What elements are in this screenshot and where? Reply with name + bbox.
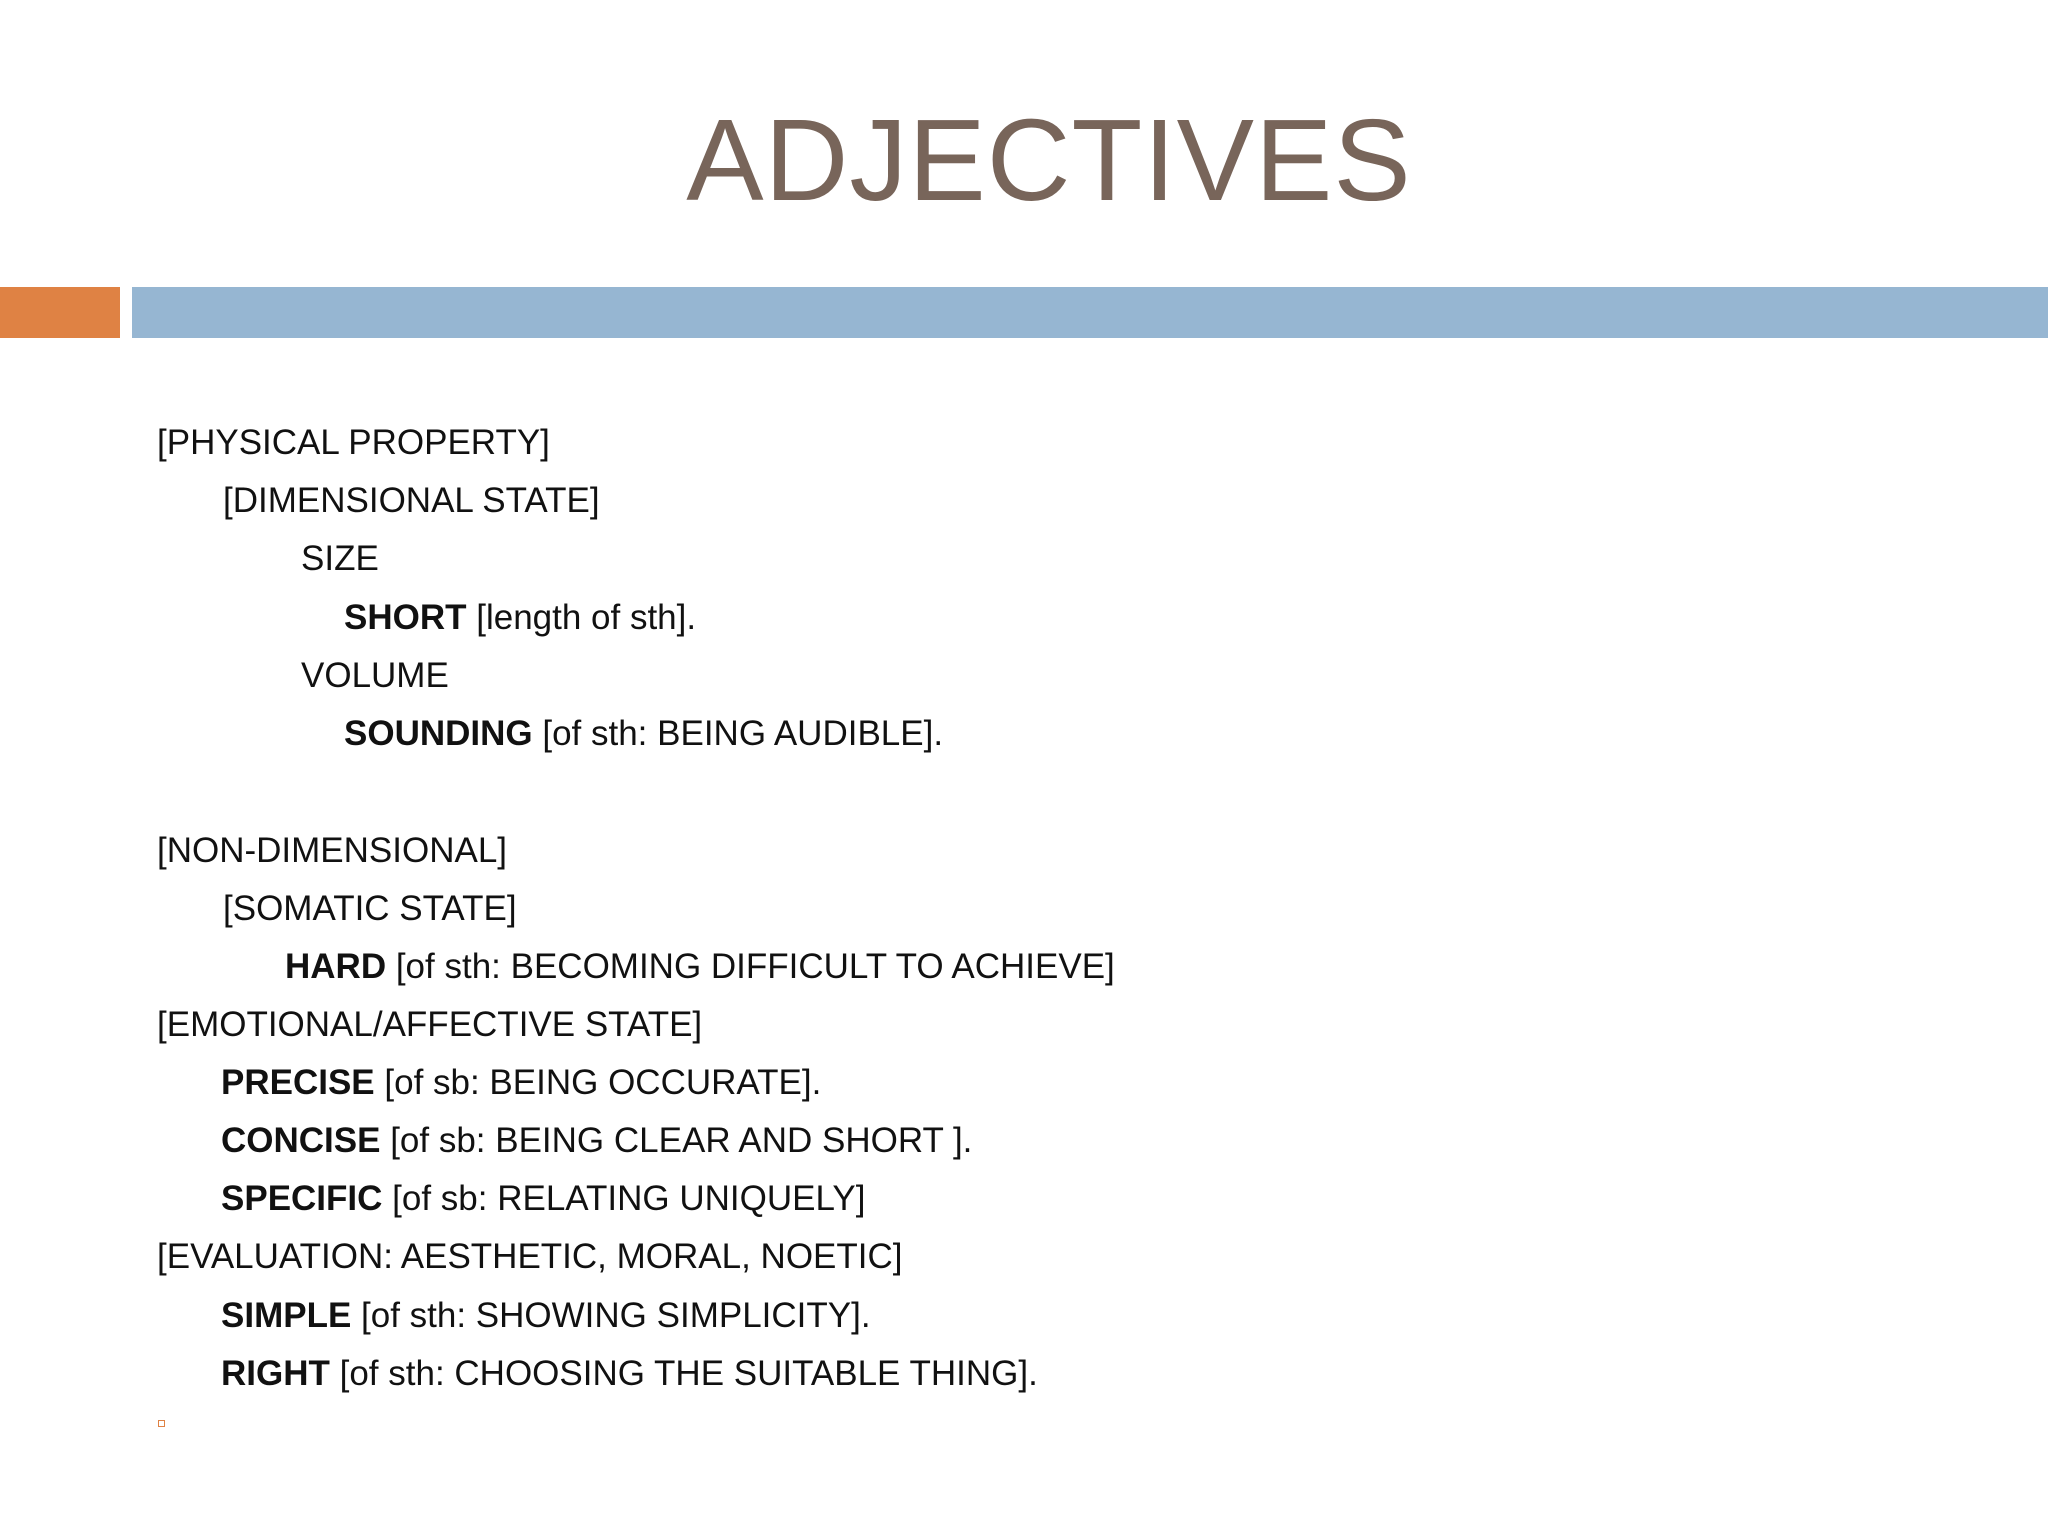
entry-term: SPECIFIC <box>221 1179 383 1218</box>
heading-somatic-state <box>223 887 517 931</box>
entry-gloss: [of sth: CHOOSING THE SUITABLE THING]. <box>329 1354 1038 1393</box>
heading-non-dimensional <box>157 829 507 873</box>
entry-gloss: [of sb: BEING CLEAR AND SHORT ]. <box>380 1121 973 1160</box>
entry-term: HARD <box>285 947 387 986</box>
heading-text: [EMOTIONAL/AFFECTIVE STATE] <box>157 1005 703 1044</box>
entry-gloss: [of sb: RELATING UNIQUELY] <box>382 1179 866 1218</box>
entry-simple <box>221 1294 871 1338</box>
entry-gloss: [of sth: SHOWING SIMPLICITY]. <box>351 1296 871 1335</box>
entry-concise <box>221 1119 972 1163</box>
entry-sounding <box>344 712 943 756</box>
entry-gloss: [length of sth]. <box>466 598 697 637</box>
empty-bullet-icon <box>158 1420 165 1427</box>
entry-short <box>344 596 696 640</box>
entry-gloss: [of sth: BEING AUDIBLE]. <box>532 714 944 753</box>
entry-term: RIGHT <box>221 1354 330 1393</box>
entry-gloss: [of sb: BEING OCCURATE]. <box>374 1063 822 1102</box>
heading-text: [EVALUATION: AESTHETIC, MORAL, NOETIC] <box>157 1237 903 1276</box>
category-text: VOLUME <box>301 656 449 695</box>
heading-physical-property <box>157 421 550 465</box>
heading-text: [SOMATIC STATE] <box>223 889 517 928</box>
heading-evaluation <box>157 1235 903 1279</box>
heading-text: [DIMENSIONAL STATE] <box>223 481 600 520</box>
entry-precise <box>221 1061 821 1105</box>
entry-term: SHORT <box>344 598 467 637</box>
heading-emotional-state <box>157 1003 702 1047</box>
entry-term: SIMPLE <box>221 1296 352 1335</box>
entry-hard <box>285 945 1115 989</box>
category-text: SIZE <box>301 539 379 578</box>
entry-gloss: [of sth: BECOMING DIFFICULT TO ACHIEVE] <box>386 947 1115 986</box>
entry-term: PRECISE <box>221 1063 375 1102</box>
heading-text: [NON-DIMENSIONAL] <box>157 831 508 870</box>
entry-specific <box>221 1177 865 1221</box>
entry-term: SOUNDING <box>344 714 533 753</box>
heading-dimensional-state <box>223 479 600 523</box>
category-volume <box>301 654 449 698</box>
heading-text: [PHYSICAL PROPERTY] <box>157 423 550 462</box>
entry-term: CONCISE <box>221 1121 381 1160</box>
slide-title: ADJECTIVES <box>686 95 1412 225</box>
category-size <box>301 537 379 581</box>
entry-right <box>221 1352 1038 1396</box>
